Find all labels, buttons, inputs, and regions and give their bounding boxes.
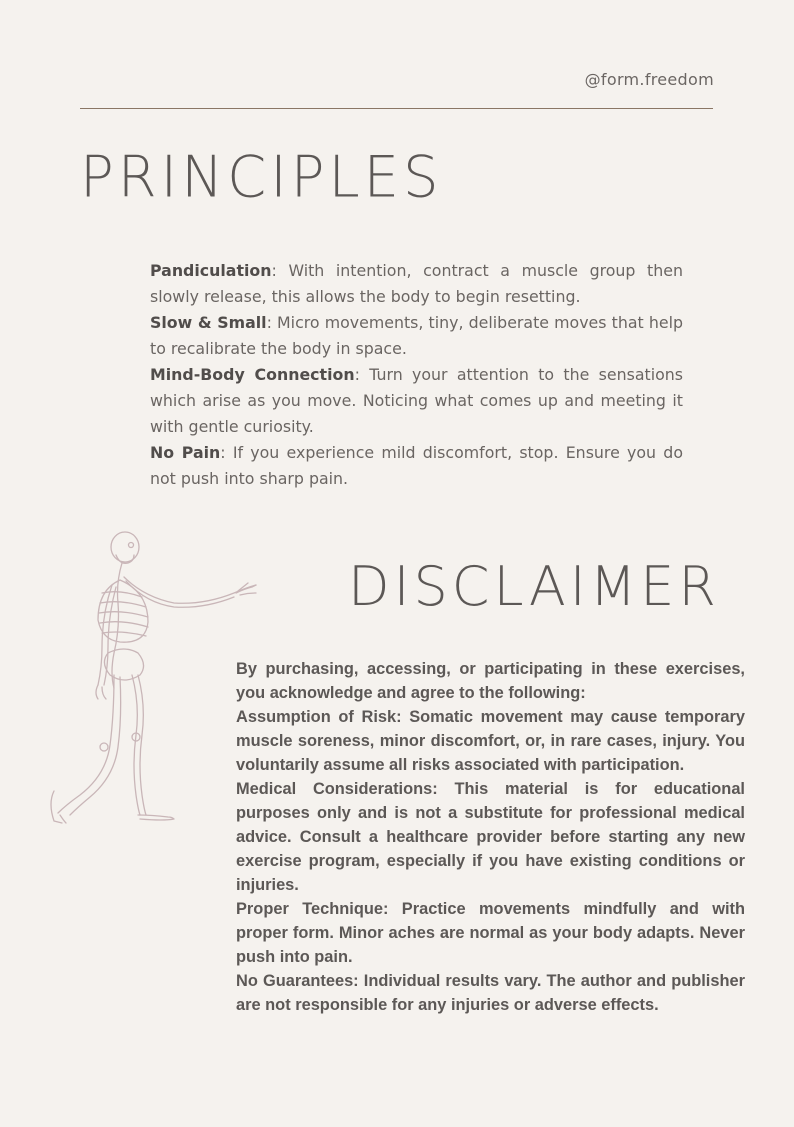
principle-item <box>150 440 683 492</box>
disclaimer-text <box>236 657 745 1017</box>
principle-item <box>150 310 683 362</box>
principle-term: Mind-Body Connection <box>150 365 355 384</box>
disclaimer-paragraph: Medical Considerations: This material is for educational purposes only and is not a substitute for professional medical advice. Consult a healthcare provider before starting any new exercise program, especially if you have existing conditions or injuries. <box>236 780 745 894</box>
principles-list <box>150 258 683 492</box>
principle-term: Pandiculation <box>150 261 272 280</box>
principle-term: No Pain <box>150 443 221 462</box>
skeleton-illustration-icon <box>40 525 265 835</box>
principle-item <box>150 258 683 310</box>
social-handle: @form.freedom <box>584 70 714 89</box>
header-divider <box>80 108 713 109</box>
disclaimer-title: DISCLAIMER <box>348 555 720 618</box>
principle-item <box>150 362 683 440</box>
principle-text: : With intention, contract a muscle group then slowly release, this allows the body to begin resetting. <box>150 261 683 306</box>
disclaimer-paragraph: By purchasing, accessing, or participating in these exercises, you acknowledge and agree to the following: <box>236 660 745 702</box>
disclaimer-paragraph: Proper Technique: Practice movements mindfully and with proper form. Minor aches are normal as your body adapts. Never push into pain. <box>236 900 745 966</box>
principle-text: : Micro movements, tiny, deliberate moves that help to recalibrate the body in space. <box>150 313 684 358</box>
principle-term: Slow & Small <box>150 313 267 332</box>
disclaimer-paragraph: Assumption of Risk: Somatic movement may cause temporary muscle soreness, minor discomfort, or, in rare cases, injury. You voluntarily assume all risks associated with participation. <box>236 708 745 774</box>
principles-title: PRINCIPLES <box>80 144 443 211</box>
disclaimer-paragraph: No Guarantees: Individual results vary. The author and publisher are not responsible for any injuries or adverse effects. <box>236 972 745 1014</box>
principle-text: : Turn your attention to the sensations which arise as you move. Noticing what comes up and meeting it with gentle curiosity. <box>150 365 683 436</box>
principle-text: : If you experience mild discomfort, stop. Ensure you do not push into sharp pain. <box>150 443 683 488</box>
